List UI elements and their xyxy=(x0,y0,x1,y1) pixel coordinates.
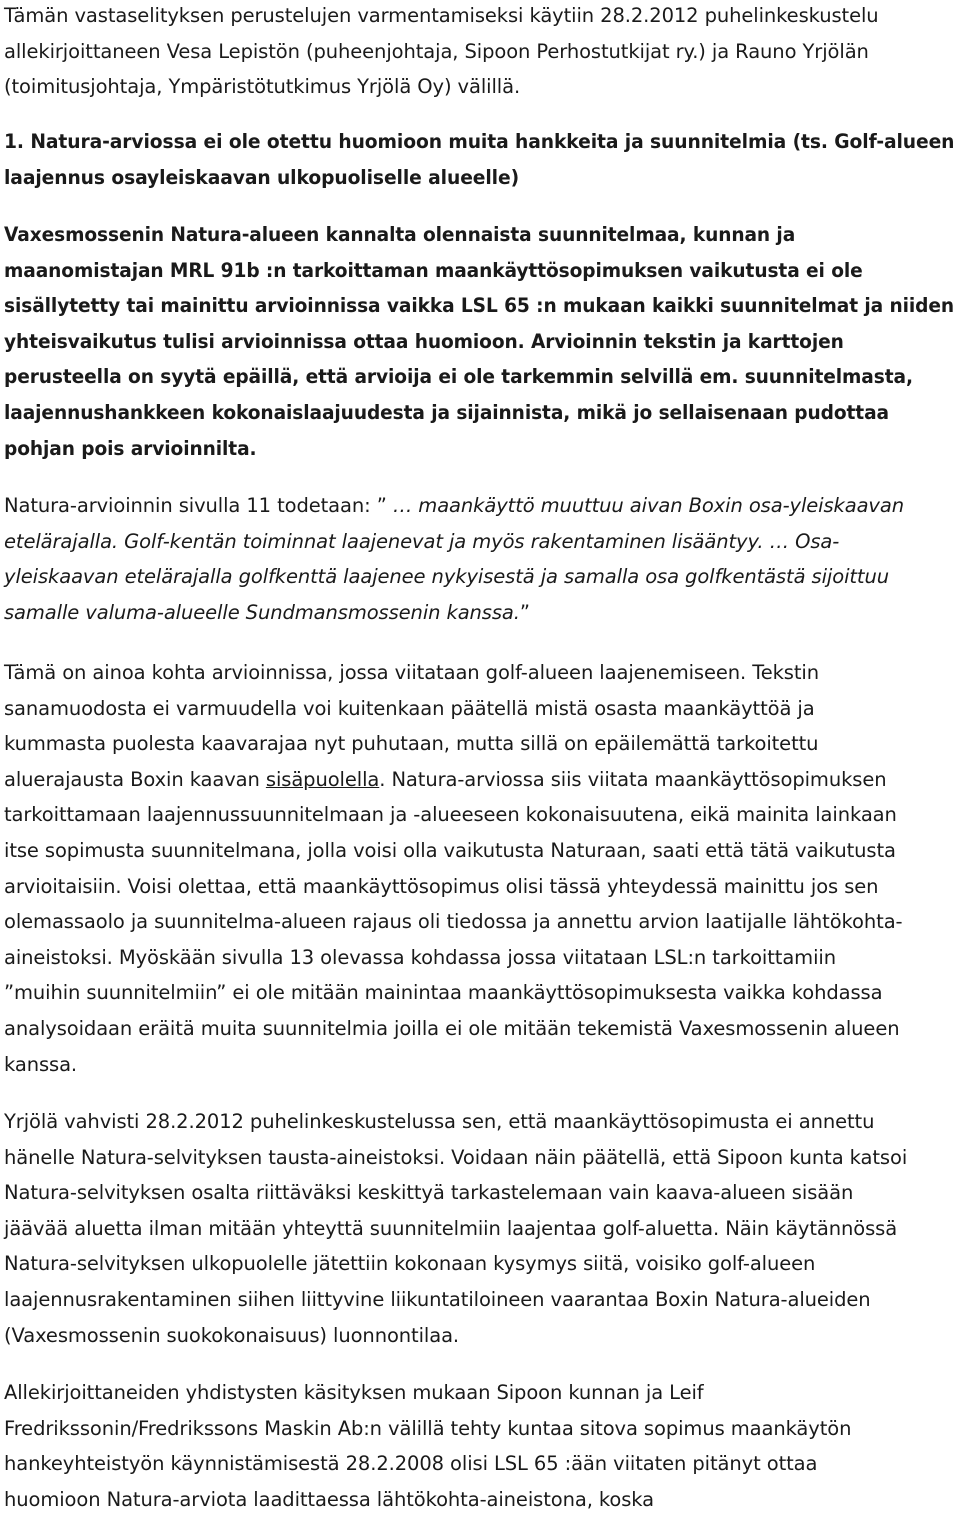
text-line xyxy=(4,762,902,798)
text-line: sanamuodosta ei varmuudella voi kuitenkaan päätellä mistä osasta maankäyttöä ja xyxy=(4,696,815,720)
text-line: Fredrikssonin/Fredrikssons Maskin Ab:n välillä tehty kuntaa sitova sopimus maankäytön xyxy=(4,1416,852,1440)
text-line: hankeyhteistyön käynnistämisestä 28.2.2008 olisi LSL 65 :ään viitaten pitänyt ottaa xyxy=(4,1452,818,1476)
text-line: tarkoittamaan laajennussuunnitelmaan ja -alueeseen kokonaisuutena, eikä mainita lainkaan xyxy=(4,803,897,827)
intro-paragraph xyxy=(4,0,879,105)
text-line: Natura-selvityksen ulkopuolelle jätettiin kokonaan kysymys siitä, voisiko golf-alueen xyxy=(4,1252,816,1276)
text-line: huomioon Natura-arviota laadittaessa lähtökohta-aineistona, koska xyxy=(4,1487,654,1511)
text-line: yhteisvaikutus tulisi arvioinnissa ottaa huomioon. Arvioinnin tekstin ja karttojen xyxy=(4,329,844,353)
underlined-word: sisäpuolella xyxy=(265,767,380,791)
text-line: maanomistajan MRL 91b :n tarkoittaman maankäyttösopimuksen vaikutusta ei ole xyxy=(4,258,863,282)
text-line xyxy=(4,488,904,524)
heading-line: 1. Natura-arviossa ei ole otettu huomioon muita hankkeita ja suunnitelmia (ts. Golf-alueen xyxy=(4,130,955,153)
quote-text: samalle valuma-alueelle Sundmansmossenin kanssa. xyxy=(4,600,520,624)
text-line: perusteella on syytä epäillä, että arvioija ei ole tarkemmin selvillä em. suunnitelmasta, xyxy=(4,365,913,389)
text-line: kummasta puolesta kaavarajaa nyt puhutaan, mutta sillä on epäilemättä tarkoitettu xyxy=(4,732,819,756)
text-line: Tämän vastaselityksen perustelujen varmentamiseksi käytiin 28.2.2012 puhelinkeskustelu xyxy=(4,4,879,27)
text-line: jäävää aluetta ilman mitään yhteyttä suunnitelmiin laajentaa golf-aluetta. Näin käytännössä xyxy=(4,1216,898,1240)
quote-text: … maankäyttö muuttuu aivan Boxin osa-yleiskaavan xyxy=(392,494,904,517)
text-line: Tämä on ainoa kohta arvioinnissa, jossa viitataan golf-alueen laajenemiseen. Tekstin xyxy=(4,661,819,684)
text-line xyxy=(4,595,904,631)
quote-paragraph xyxy=(4,488,904,630)
quote-line: yleiskaavan etelärajalla golfkenttä laajenee nykyisestä ja samalla osa golfkentästä sijoittuu xyxy=(4,565,889,589)
text-line: sisällytetty tai mainittu arvioinnissa vaikka LSL 65 :n mukaan kaikki suunnitelmat ja niiden xyxy=(4,294,955,318)
text-line: ”muihin suunnitelmiin” ei ole mitään mainintaa maankäyttösopimuksesta vaikka kohdassa xyxy=(4,981,883,1005)
analysis-paragraph xyxy=(4,655,902,1082)
quote-line: etelärajalla. Golf-kentän toiminnat laajenevat ja myös rakentaminen lisääntyy. … Osa- xyxy=(4,529,840,553)
bold-paragraph xyxy=(4,217,960,466)
text-line: analysoidaan eräitä muita suunnitelmia joilla ei ole mitään tekemistä Vaxesmossenin alueen xyxy=(4,1016,900,1040)
text-line: laajennusrakentaminen siihen liittyvine liikuntatiloineen vaarantaa Boxin Natura-alueiden xyxy=(4,1287,871,1311)
text-line: olemassaolo ja suunnitelma-alueen rajaus oli tiedossa ja annettu arvion laatijalle lähtökohta- xyxy=(4,910,903,934)
heading-line: laajennus osayleiskaavan ulkopuoliselle alueelle) xyxy=(4,165,520,189)
confirmation-paragraph xyxy=(4,1104,907,1353)
text-segment: . Natura-arviossa siis viitata maankäyttösopimuksen xyxy=(379,767,887,791)
text-line: pohjan pois arvioinnilta. xyxy=(4,436,257,460)
text-line: Yrjölä vahvisti 28.2.2012 puhelinkeskustelussa sen, että maankäyttösopimusta ei annettu xyxy=(4,1110,875,1133)
text-line: hänelle Natura-selvityksen tausta-aineistoksi. Voidaan näin päätellä, että Sipoon kunta katsoi xyxy=(4,1145,908,1169)
text-line: allekirjoittaneen Vesa Lepistön (puheenjohtaja, Sipoon Perhostutkijat ry.) ja Rauno Yrjölän xyxy=(4,39,869,63)
text-line: kanssa. xyxy=(4,1052,78,1076)
text-line: Vaxesmossenin Natura-alueen kannalta olennaista suunnitelmaa, kunnan ja xyxy=(4,223,796,246)
text-line: laajennushankkeen kokonaislaajuudesta ja sijainnista, mikä jo sellaisenaan pudottaa xyxy=(4,400,889,424)
text-segment: aluerajausta Boxin kaavan xyxy=(4,767,266,791)
conclusion-paragraph xyxy=(4,1375,851,1517)
text-line: itse sopimusta suunnitelmana, jolla voisi olla vaikutusta Naturaan, saati että tätä vaikutusta xyxy=(4,838,896,862)
text-line: aineistoksi. Myöskään sivulla 13 olevassa kohdassa jossa viitataan LSL:n tarkoittamiin xyxy=(4,945,836,969)
section-heading xyxy=(4,124,960,195)
text-line: Natura-selvityksen osalta riittäväksi keskittyä tarkastelemaan vain kaava-alueen sisään xyxy=(4,1181,854,1205)
text-line: (toimitusjohtaja, Ympäristötutkimus Yrjölä Oy) välillä. xyxy=(4,75,521,99)
text-line: (Vaxesmossenin suokokonaisuus) luonnontilaa. xyxy=(4,1323,460,1347)
text-line: Allekirjoittaneiden yhdistysten käsityksen mukaan Sipoon kunnan ja Leif xyxy=(4,1381,704,1404)
text-line: arvioitaisiin. Voisi olettaa, että maankäyttösopimus olisi tässä yhteydessä mainittu jos sen xyxy=(4,874,879,898)
quote-close: ” xyxy=(519,600,530,624)
quote-intro: Natura-arvioinnin sivulla 11 todetaan: ” xyxy=(4,494,393,517)
